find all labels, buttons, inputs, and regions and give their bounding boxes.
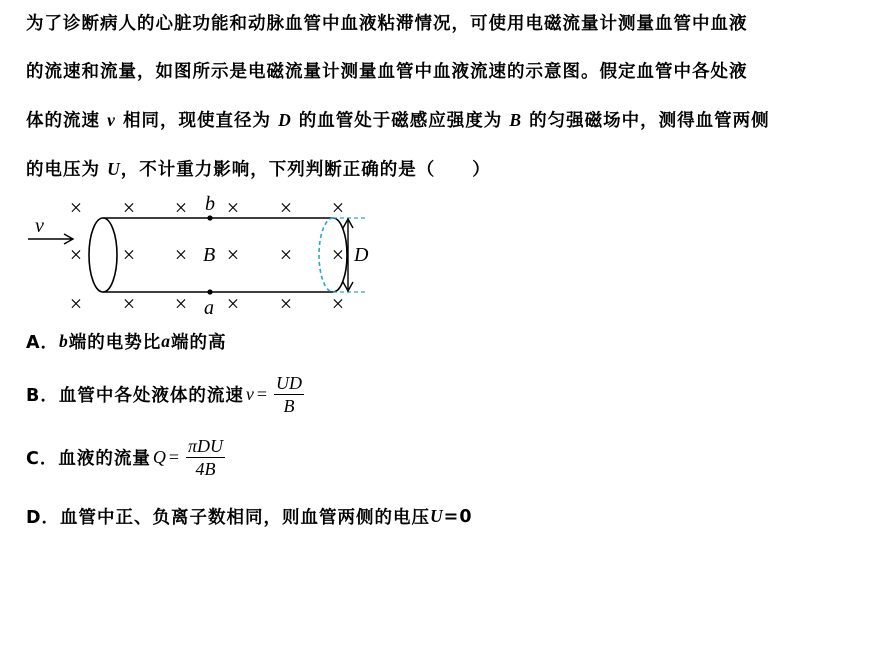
fraction [186, 436, 225, 479]
variable-U: U [430, 506, 444, 526]
cross-mark: × [122, 242, 136, 267]
cross-mark: × [331, 242, 345, 267]
diameter-label: D [354, 244, 369, 266]
option-a[interactable] [26, 329, 227, 354]
stem-text: 相同，现使直径为 [115, 111, 279, 131]
point-b [207, 215, 212, 220]
option-c[interactable] [26, 436, 225, 479]
option-label: D． [26, 508, 61, 528]
formula-lhs: Q [152, 447, 166, 467]
stem-text: 的匀强磁场中，测得血管两侧 [522, 111, 770, 131]
point-a [207, 289, 212, 294]
stem-line-3 [26, 96, 876, 145]
option-text: 血管中正、负离子数相同，则血管两侧的电压 [60, 508, 431, 528]
velocity-label: v [35, 215, 44, 237]
diameter-arrow [343, 219, 353, 291]
variable-v: v [107, 110, 116, 130]
stem-line-2: 的流速和流量，如图所示是电磁流量计测量血管中血液流速的示意图。假定血管中各处液 [26, 62, 748, 82]
option-d[interactable] [26, 504, 473, 529]
formula-velocity [246, 373, 304, 416]
vessel-outline [103, 218, 333, 292]
stem-line-1: 为了诊断病人的心脏功能和动脉血管中血液粘滞情况，可使用电磁流量计测量血管中血液 [26, 14, 748, 34]
stem-line-4 [26, 145, 876, 194]
cross-mark: × [174, 195, 188, 220]
option-label: C． [26, 449, 59, 469]
stem-text: ，不计重力影响，下列判断正确的是（ ） [120, 160, 491, 180]
flowmeter-diagram [20, 188, 380, 318]
cross-mark: × [226, 242, 240, 267]
formula-equals: = [168, 447, 179, 467]
option-text: 血液的流量 [58, 449, 151, 469]
option-text: 端的高 [171, 333, 227, 353]
cross-mark: × [69, 291, 83, 316]
option-label: B． [26, 386, 59, 406]
stem-text: 体的流速 [26, 111, 108, 131]
field-label-B: B [203, 244, 216, 266]
option-text: =0 [443, 506, 473, 527]
point-a-label: a [204, 297, 214, 318]
fraction-denominator: 4B [195, 459, 216, 479]
stem-text: 的血管处于磁感应强度为 [291, 111, 510, 131]
variable-a: a [161, 331, 172, 351]
variable-D: D [278, 110, 292, 130]
cross-mark: × [174, 291, 188, 316]
fraction-numerator: UD [276, 373, 302, 393]
question-stem [26, 0, 876, 194]
cross-mark: × [279, 242, 293, 267]
cross-mark: × [226, 195, 240, 220]
cross-mark: × [122, 291, 136, 316]
fraction [274, 373, 304, 416]
cross-mark: × [174, 242, 188, 267]
fraction-numerator: πDU [188, 436, 224, 456]
formula-lhs: v [245, 384, 254, 404]
cross-mark: × [226, 291, 240, 316]
formula-flow-rate [153, 436, 225, 479]
stem-text: 的电压为 [26, 160, 108, 180]
cross-mark: × [279, 291, 293, 316]
option-label: A． [26, 333, 60, 353]
variable-B: B [509, 110, 523, 130]
cross-mark: × [69, 195, 83, 220]
cross-mark: × [122, 195, 136, 220]
option-b[interactable] [26, 373, 304, 416]
point-b-label: b [205, 193, 215, 215]
option-text: 端的电势比 [68, 333, 162, 353]
variable-b: b [59, 331, 69, 351]
cross-mark: × [69, 242, 83, 267]
formula-equals: = [256, 384, 267, 404]
cross-mark: × [331, 195, 345, 220]
cross-mark: × [331, 291, 345, 316]
cross-mark: × [279, 195, 293, 220]
fraction-denominator: B [283, 396, 295, 416]
option-text: 血管中各处液体的流速 [58, 386, 244, 406]
vessel-left-end [89, 218, 117, 292]
variable-U: U [107, 159, 121, 179]
